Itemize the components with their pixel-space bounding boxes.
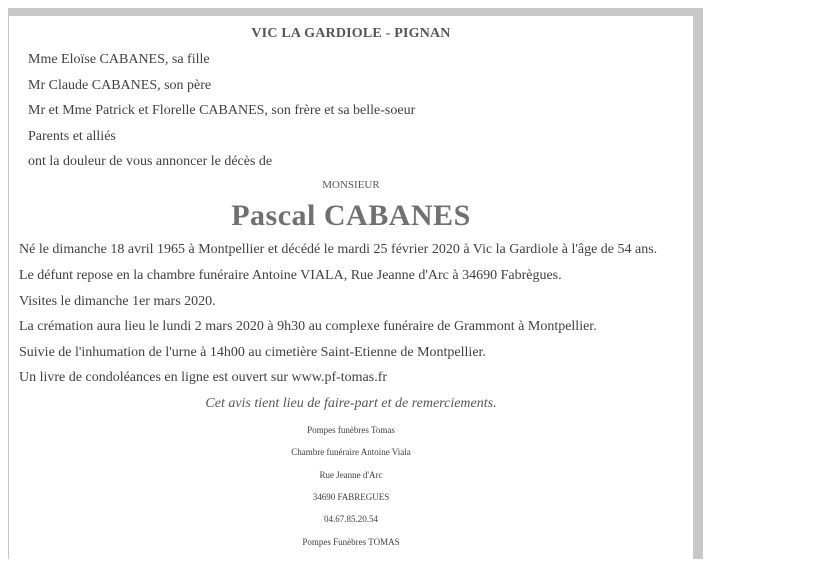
- detail-line: Le défunt repose en la chambre funéraire Antoine VIALA, Rue Jeanne d'Arc à 34690 Fabrègues.: [19, 268, 562, 283]
- deceased-name: Pascal CABANES: [231, 199, 471, 232]
- contact-line: Pompes Funèbres TOMAS: [302, 537, 400, 547]
- family-line: Mr Claude CABANES, son père: [28, 78, 212, 93]
- contact-line: Rue Jeanne d'Arc: [319, 470, 383, 480]
- notice-statement: Cet avis tient lieu de faire-part et de remerciements.: [205, 396, 497, 411]
- detail-line: La crémation aura lieu le lundi 2 mars 2020 à 9h30 au complexe funéraire de Grammont à Montpellier.: [19, 319, 597, 334]
- notice-location-title: VIC LA GARDIOLE - PIGNAN: [251, 26, 451, 41]
- contact-line: Pompes funèbres Tomas: [307, 425, 395, 435]
- detail-line: Suivie de l'inhumation de l'urne à 14h00 au cimetière Saint-Etienne de Montpellier.: [19, 345, 486, 360]
- contact-line: 04.67.85.20.54: [324, 514, 378, 524]
- salutation: MONSIEUR: [322, 179, 380, 191]
- detail-line: Visites le dimanche 1er mars 2020.: [19, 294, 216, 309]
- family-line: Parents et alliés: [28, 129, 116, 144]
- detail-line: Un livre de condoléances en ligne est ouvert sur www.pf-tomas.fr: [19, 370, 388, 385]
- family-line: Mr et Mme Patrick et Florelle CABANES, son frère et sa belle-soeur: [28, 103, 416, 118]
- family-line: ont la douleur de vous annoncer le décès de: [28, 154, 273, 169]
- family-line: Mme Eloïse CABANES, sa fille: [28, 52, 210, 67]
- contact-line: Chambre funéraire Antoine Viala: [291, 447, 411, 457]
- detail-line: Né le dimanche 18 avril 1965 à Montpellier et décédé le mardi 25 février 2020 à Vic la Gardiole à l'âge de 54 ans.: [19, 242, 658, 257]
- contact-line: 34690 FABREGUES: [312, 492, 390, 502]
- death-notice-card: [9, 16, 693, 559]
